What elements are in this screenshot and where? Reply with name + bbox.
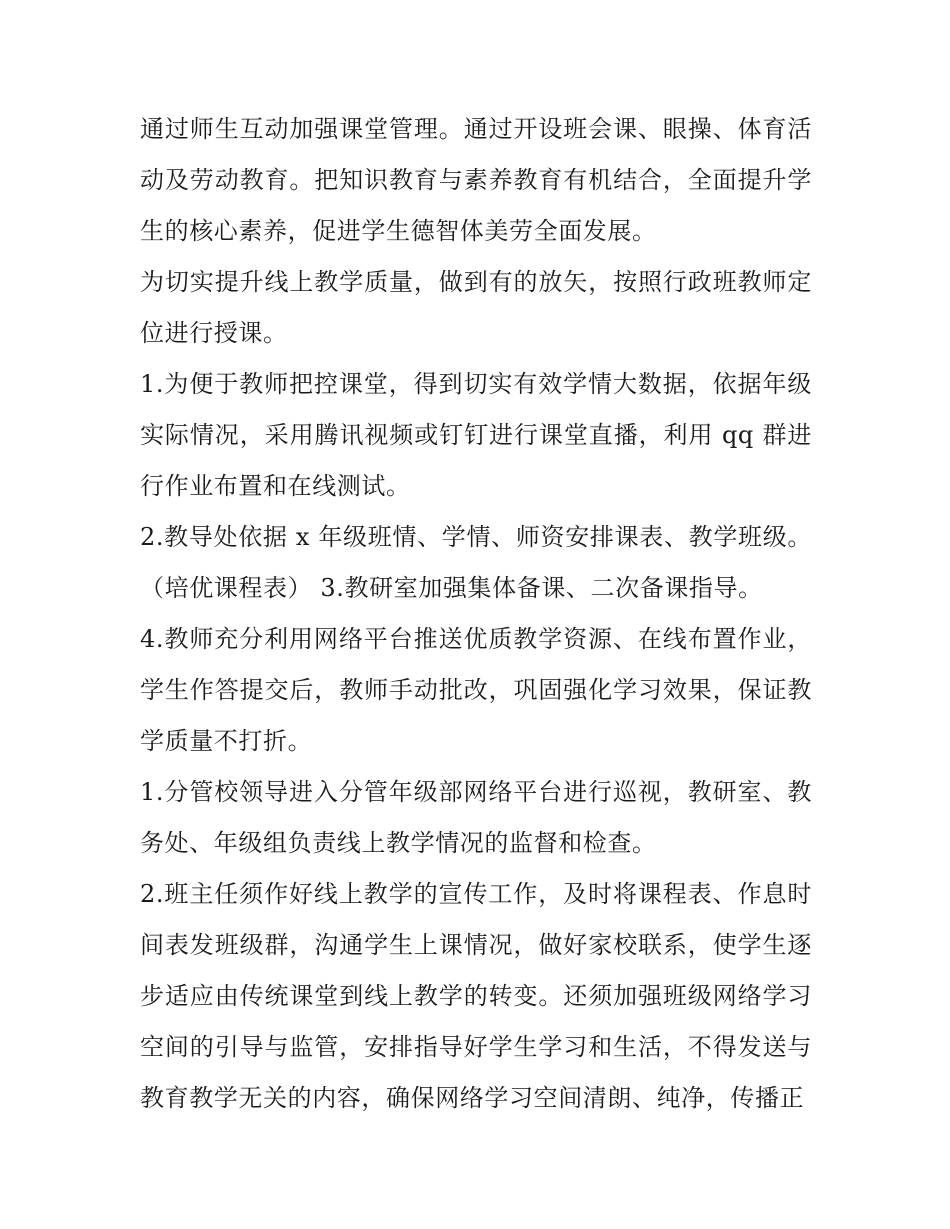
paragraph-positioning: 为切实提升线上教学质量，做到有的放矢，按照行政班教师定位进行授课。 <box>140 268 812 347</box>
paragraph-item-2-3-schedule: 2.教导处依据 x 年级班情、学情、师资安排课表、教学班级。（培优课程表） 3.教研室加强集体备课、二次备课指导。 <box>140 523 812 602</box>
document-body <box>140 104 812 1124</box>
paragraph-intro: 通过师生互动加强课堂管理。通过开设班会课、眼操、体育活动及劳动教育。把知识教育与素养教育有机结合，全面提升学生的核心素养，促进学生德智体美劳全面发展。 <box>140 115 812 245</box>
paragraph-supervision-1: 1.分管校领导进入分管年级部网络平台进行巡视，教研室、教务处、年级组负责线上教学情况的监督和检查。 <box>140 778 812 857</box>
paragraph-supervision-2: 2.班主任须作好线上教学的宣传工作，及时将课程表、作息时间表发班级群，沟通学生上课情况，做好家校联系，使学生逐步适应由传统课堂到线上教学的转变。还须加强班级网络学习空间的引导与监管，安排指导好学生学习和生活，不得发送与教育教学无关的内容，确保网络学习空间清朗、纯净，传播正 <box>140 880 812 1112</box>
paragraph-item-1-live-teaching: 1.为便于教师把控课堂，得到切实有效学情大数据，依据年级实际情况，采用腾讯视频或钉钉进行课堂直播，利用 qq 群进行作业布置和在线测试。 <box>140 370 812 500</box>
paragraph-item-4-resources: 4.教师充分利用网络平台推送优质教学资源、在线布置作业，学生作答提交后，教师手动批改，巩固强化学习效果，保证教学质量不打折。 <box>140 625 812 755</box>
